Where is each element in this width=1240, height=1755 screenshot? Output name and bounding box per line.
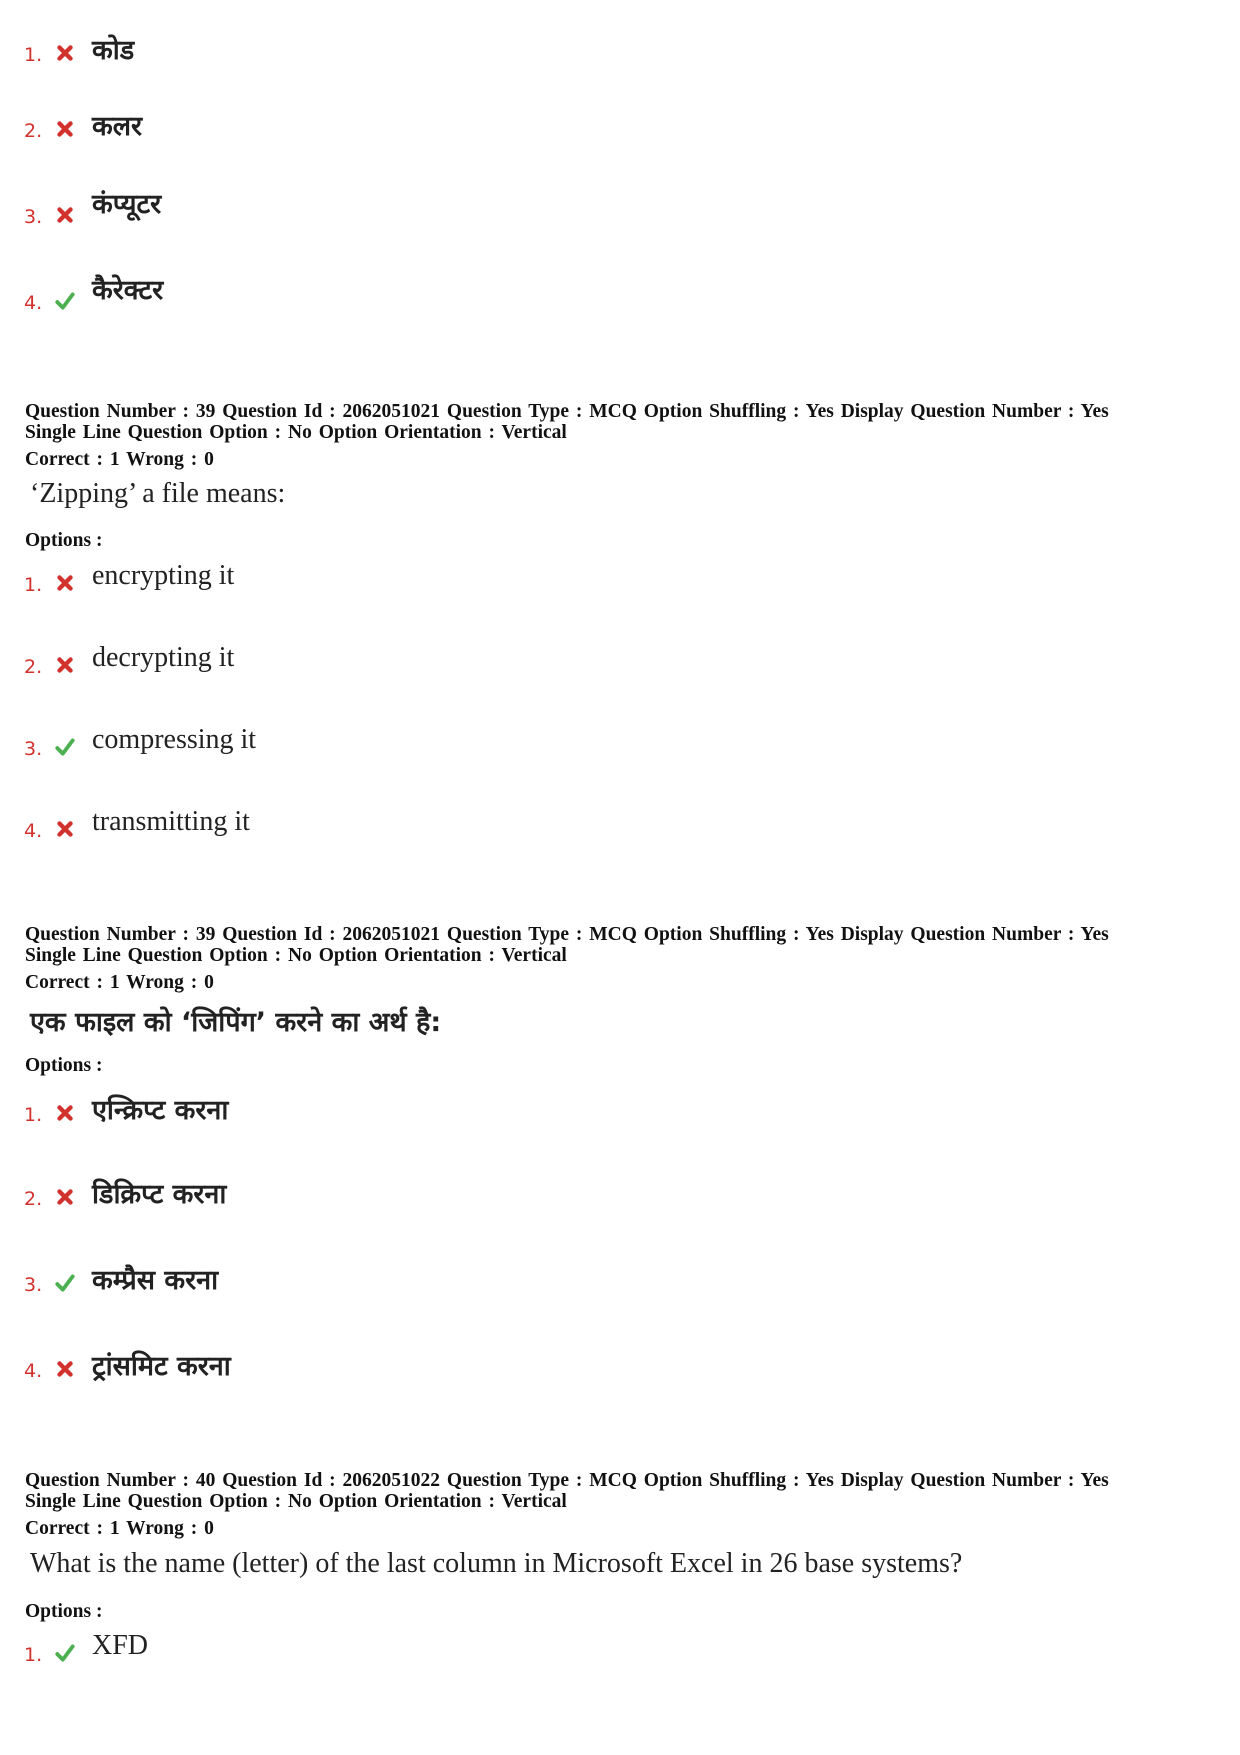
checkmark-icon (54, 1272, 76, 1294)
option-text: कंप्यूटर (92, 189, 162, 220)
question-meta (25, 924, 1109, 966)
option-text: एन्क्रिप्ट करना (92, 1095, 229, 1126)
cross-icon (54, 654, 76, 676)
option-text: XFD (92, 1630, 149, 1661)
option-text: डिक्रिप्ट करना (92, 1179, 227, 1210)
option-text: कम्प्रैस करना (92, 1265, 219, 1296)
option-item (24, 806, 724, 846)
question-meta-line: Single Line Question Option : No Option Orientation : Vertical (25, 422, 567, 443)
option-text: transmitting it (92, 806, 250, 837)
option-number: 1. (24, 574, 43, 596)
cross-icon (54, 572, 76, 594)
option-text: compressing it (92, 724, 257, 755)
cross-icon (54, 42, 76, 64)
option-number: 1. (24, 1644, 43, 1666)
option-item (24, 1346, 724, 1386)
options-label: Options : (25, 1601, 103, 1622)
option-number: 1. (24, 1104, 43, 1126)
option-text: decrypting it (92, 642, 235, 673)
option-item (24, 106, 724, 146)
option-number: 2. (24, 1188, 43, 1210)
cross-icon (54, 1358, 76, 1380)
option-number: 4. (24, 820, 43, 842)
option-number: 2. (24, 120, 43, 142)
option-number: 4. (24, 292, 43, 314)
option-item (24, 724, 724, 764)
option-item (24, 1090, 724, 1130)
cross-icon (54, 204, 76, 226)
options-label: Options : (25, 1055, 103, 1076)
option-item (24, 560, 724, 600)
options-label: Options : (25, 530, 103, 551)
option-number: 3. (24, 206, 43, 228)
correct-wrong-score: Correct : 1 Wrong : 0 (25, 449, 214, 470)
cross-icon (54, 118, 76, 140)
cross-icon (54, 1186, 76, 1208)
option-number: 1. (24, 44, 43, 66)
option-item (24, 642, 724, 682)
question-meta-line: Question Number : 39 Question Id : 2062051021 Question Type : MCQ Option Shuffling : Yes Display Question Number : Yes (25, 401, 1109, 422)
question-text: What is the name (letter) of the last column in Microsoft Excel in 26 base systems? (30, 1548, 963, 1579)
correct-wrong-score: Correct : 1 Wrong : 0 (25, 1518, 214, 1539)
option-number: 3. (24, 1274, 43, 1296)
cross-icon (54, 818, 76, 840)
option-text: कैरेक्टर (92, 275, 164, 306)
option-text: ट्रांसमिट करना (92, 1351, 231, 1382)
option-text: कोड (92, 35, 135, 66)
option-number: 4. (24, 1360, 43, 1382)
cross-icon (54, 1102, 76, 1124)
option-number: 2. (24, 656, 43, 678)
option-item (24, 1174, 724, 1214)
question-meta-line: Single Line Question Option : No Option Orientation : Vertical (25, 945, 567, 966)
option-text: कलर (92, 111, 143, 142)
correct-wrong-score: Correct : 1 Wrong : 0 (25, 972, 214, 993)
question-meta (25, 401, 1109, 443)
checkmark-icon (54, 1642, 76, 1664)
checkmark-icon (54, 290, 76, 312)
option-item (24, 189, 724, 232)
question-meta-line: Question Number : 39 Question Id : 2062051021 Question Type : MCQ Option Shuffling : Yes Display Question Number : Yes (25, 924, 1109, 945)
option-item (24, 1630, 724, 1670)
question-text: एक फाइल को ‘जिपिंग’ करने का अर्थ है: (30, 1007, 442, 1038)
question-meta-line: Single Line Question Option : No Option Orientation : Vertical (25, 1491, 567, 1512)
option-number: 3. (24, 738, 43, 760)
question-meta (25, 1470, 1109, 1512)
option-item (24, 275, 724, 318)
question-meta-line: Question Number : 40 Question Id : 2062051022 Question Type : MCQ Option Shuffling : Yes Display Question Number : Yes (25, 1470, 1109, 1491)
checkmark-icon (54, 736, 76, 758)
option-item (24, 30, 724, 70)
option-item (24, 1260, 724, 1300)
question-text: ‘Zipping’ a file means: (30, 478, 286, 509)
option-text: encrypting it (92, 560, 235, 591)
